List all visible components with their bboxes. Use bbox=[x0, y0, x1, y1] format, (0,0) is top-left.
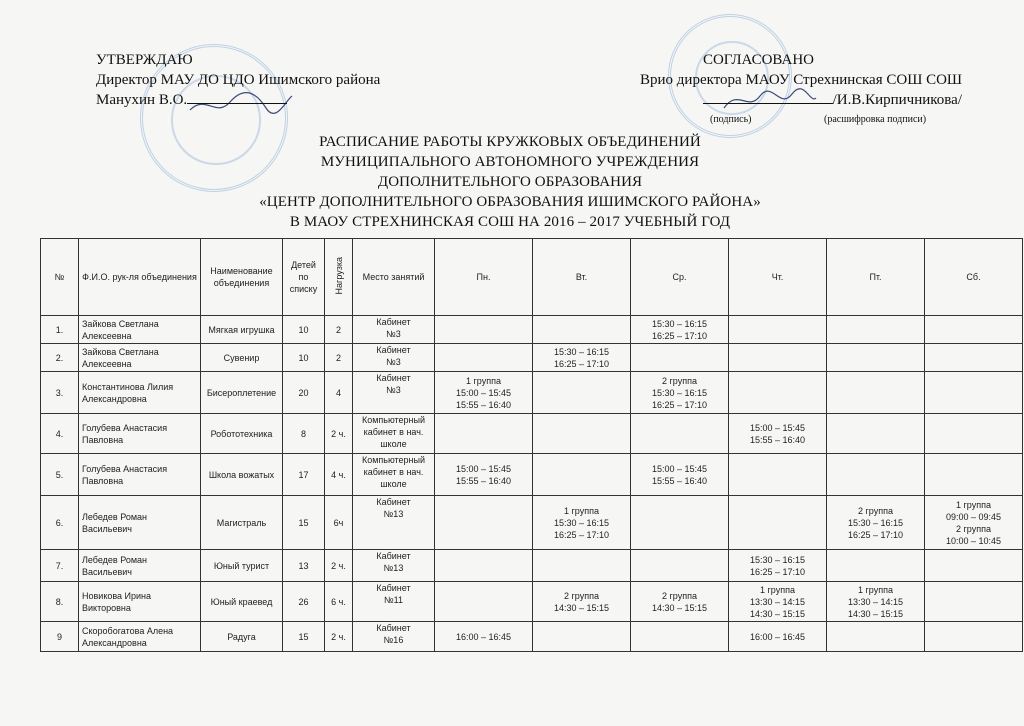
col-load bbox=[325, 239, 353, 316]
cell-line: 13:30 – 14:15 bbox=[749, 596, 806, 607]
table-row bbox=[41, 316, 1023, 344]
cell-line: 16:25 – 17:10 bbox=[553, 358, 610, 369]
title-line-4: «ЦЕНТР ДОПОЛНИТЕЛЬНОГО ОБРАЗОВАНИЯ ИШИМСКОГО РАЙОНА» bbox=[259, 194, 761, 210]
cell-tue bbox=[533, 316, 631, 344]
cell-children: 13 bbox=[283, 550, 325, 582]
agreement-block bbox=[640, 50, 962, 110]
cell-place bbox=[353, 454, 435, 496]
cell-fri bbox=[827, 550, 925, 582]
cell-leader: Голубева Анастасия Павловна bbox=[79, 414, 201, 454]
caption-signature: (подпись) bbox=[710, 114, 752, 125]
table-row bbox=[41, 414, 1023, 454]
cell-num: 2. bbox=[41, 344, 79, 372]
cell-tue bbox=[533, 372, 631, 414]
cell-sat bbox=[925, 372, 1023, 414]
cell-line: 15:30 – 16:15 bbox=[651, 387, 708, 398]
cell-tue bbox=[533, 582, 631, 622]
col-leader: Ф.И.О. рук-ля объединения bbox=[79, 239, 201, 316]
cell-num: 9 bbox=[41, 622, 79, 652]
table-row bbox=[41, 550, 1023, 582]
cell-mon bbox=[435, 414, 533, 454]
document-title bbox=[200, 132, 820, 232]
cell-wed bbox=[631, 622, 729, 652]
cell-sat bbox=[925, 344, 1023, 372]
cell-num: 8. bbox=[41, 582, 79, 622]
cell-line: 2 группа bbox=[662, 375, 697, 386]
col-num: № bbox=[41, 239, 79, 316]
cell-line: кабинет в нач. bbox=[363, 427, 424, 437]
cell-line: школе bbox=[380, 439, 407, 449]
cell-tue bbox=[533, 454, 631, 496]
cell-line: 15:30 – 16:15 bbox=[847, 517, 904, 528]
cell-load: 2 bbox=[325, 344, 353, 372]
cell-children: 10 bbox=[283, 344, 325, 372]
cell-line: школе bbox=[380, 479, 407, 489]
title-line-5: В МАОУ СТРЕХНИНСКАЯ СОШ НА 2016 – 2017 УЧЕБНЫЙ ГОД bbox=[289, 214, 731, 230]
cell-mon bbox=[435, 622, 533, 652]
cell-line: 14:30 – 15:15 bbox=[651, 602, 708, 613]
cell-thu bbox=[729, 550, 827, 582]
table-row bbox=[41, 344, 1023, 372]
title-line-3: ДОПОЛНИТЕЛЬНОГО ОБРАЗОВАНИЯ bbox=[377, 174, 643, 190]
cell-load: 2 ч. bbox=[325, 414, 353, 454]
cell-tue bbox=[533, 414, 631, 454]
cell-mon bbox=[435, 344, 533, 372]
cell-line: Компьютерный bbox=[361, 415, 426, 425]
agree-signature-line bbox=[640, 90, 962, 110]
cell-thu bbox=[729, 496, 827, 550]
cell-leader: Голубева Анастасия Павловна bbox=[79, 454, 201, 496]
col-tue: Вт. bbox=[533, 239, 631, 316]
cell-leader: Новикова Ирина Викторовна bbox=[79, 582, 201, 622]
cell-sat bbox=[925, 582, 1023, 622]
approve-name: Манухин В.О. bbox=[96, 92, 188, 108]
cell-place bbox=[353, 622, 435, 652]
cell-line: 15:55 – 16:40 bbox=[455, 475, 512, 486]
cell-line: 16:25 – 17:10 bbox=[651, 399, 708, 410]
caption-decoding: (расшифровка подписи) bbox=[824, 114, 927, 125]
cell-name: Магистраль bbox=[201, 496, 283, 550]
cell-mon bbox=[435, 550, 533, 582]
cell-fri bbox=[827, 316, 925, 344]
cell-line: 13:30 – 14:15 bbox=[847, 596, 904, 607]
agree-heading: СОГЛАСОВАНО bbox=[702, 52, 814, 68]
cell-line: 15:30 – 16:15 bbox=[651, 318, 708, 329]
cell-name: Радуга bbox=[201, 622, 283, 652]
cell-line: кабинет в нач. bbox=[363, 467, 424, 477]
cell-line: №3 bbox=[386, 357, 401, 367]
cell-fri bbox=[827, 372, 925, 414]
cell-leader: Лебедев Роман Васильевич bbox=[79, 550, 201, 582]
cell-fri bbox=[827, 496, 925, 550]
cell-line: 1 группа bbox=[956, 499, 991, 510]
cell-line: Компьютерный bbox=[361, 455, 426, 465]
cell-mon bbox=[435, 496, 533, 550]
col-children: Детей по списку bbox=[283, 239, 325, 316]
cell-line: №16 bbox=[383, 635, 404, 645]
col-thu: Чт. bbox=[729, 239, 827, 316]
cell-num: 3. bbox=[41, 372, 79, 414]
approval-block bbox=[96, 50, 380, 110]
table-row bbox=[41, 622, 1023, 652]
approve-position: Директор МАУ ДО ЦДО Ишимского района bbox=[96, 72, 381, 88]
cell-line: 16:25 – 17:10 bbox=[847, 529, 904, 540]
cell-fri bbox=[827, 454, 925, 496]
cell-name: Мягкая игрушка bbox=[201, 316, 283, 344]
cell-line: 1 группа bbox=[760, 584, 795, 595]
approve-heading: УТВЕРЖДАЮ bbox=[96, 52, 193, 68]
cell-thu bbox=[729, 622, 827, 652]
cell-thu bbox=[729, 344, 827, 372]
cell-tue bbox=[533, 550, 631, 582]
col-fri: Пт. bbox=[827, 239, 925, 316]
agree-position: Врио директора МАОУ Стрехнинская СОШ СОШ bbox=[640, 72, 963, 88]
cell-load: 6 ч. bbox=[325, 582, 353, 622]
cell-wed bbox=[631, 550, 729, 582]
cell-thu bbox=[729, 372, 827, 414]
cell-line: №13 bbox=[383, 509, 404, 519]
cell-children: 15 bbox=[283, 622, 325, 652]
table-header-row bbox=[41, 239, 1023, 316]
approve-signature-line bbox=[96, 90, 380, 110]
cell-num: 1. bbox=[41, 316, 79, 344]
cell-name: Бисероплетение bbox=[201, 372, 283, 414]
cell-sat bbox=[925, 622, 1023, 652]
cell-mon bbox=[435, 582, 533, 622]
cell-sat bbox=[925, 316, 1023, 344]
cell-name: Юный краевед bbox=[201, 582, 283, 622]
cell-sat bbox=[925, 454, 1023, 496]
col-wed: Ср. bbox=[631, 239, 729, 316]
cell-place bbox=[353, 496, 435, 550]
cell-leader: Лебедев Роман Васильевич bbox=[79, 496, 201, 550]
title-line-2: МУНИЦИПАЛЬНОГО АВТОНОМНОГО УЧРЕЖДЕНИЯ bbox=[320, 154, 700, 170]
cell-children: 15 bbox=[283, 496, 325, 550]
cell-thu bbox=[729, 454, 827, 496]
cell-line: 16:25 – 17:10 bbox=[651, 330, 708, 341]
cell-sat bbox=[925, 550, 1023, 582]
cell-name: Школа вожатых bbox=[201, 454, 283, 496]
cell-name: Юный турист bbox=[201, 550, 283, 582]
cell-line: 14:30 – 15:15 bbox=[553, 602, 610, 613]
cell-line: 09:00 – 09:45 bbox=[945, 511, 1002, 522]
cell-line: 2 группа bbox=[858, 505, 893, 516]
cell-sat bbox=[925, 496, 1023, 550]
cell-children: 17 bbox=[283, 454, 325, 496]
cell-line: Кабинет bbox=[376, 373, 411, 383]
cell-wed bbox=[631, 496, 729, 550]
cell-sat bbox=[925, 414, 1023, 454]
cell-line: 16:25 – 17:10 bbox=[749, 566, 806, 577]
cell-line: 2 группа bbox=[564, 590, 599, 601]
cell-leader: Зайкова Светлана Алексеевна bbox=[79, 316, 201, 344]
cell-leader: Константинова Лилия Александровна bbox=[79, 372, 201, 414]
cell-wed bbox=[631, 344, 729, 372]
cell-line: Кабинет bbox=[376, 317, 411, 327]
table-row bbox=[41, 454, 1023, 496]
col-name: Наименование объединения bbox=[201, 239, 283, 316]
cell-wed bbox=[631, 582, 729, 622]
cell-place bbox=[353, 550, 435, 582]
table-row bbox=[41, 582, 1023, 622]
cell-line: 15:00 – 15:45 bbox=[749, 422, 806, 433]
cell-line: 10:00 – 10:45 bbox=[945, 535, 1002, 546]
cell-place bbox=[353, 316, 435, 344]
cell-tue bbox=[533, 622, 631, 652]
cell-fri bbox=[827, 414, 925, 454]
cell-thu bbox=[729, 414, 827, 454]
col-mon: Пн. bbox=[435, 239, 533, 316]
cell-name: Сувенир bbox=[201, 344, 283, 372]
cell-thu bbox=[729, 582, 827, 622]
cell-line: №3 bbox=[386, 385, 401, 395]
cell-line: Кабинет bbox=[376, 345, 411, 355]
cell-wed bbox=[631, 414, 729, 454]
cell-leader: Зайкова Светлана Алексеевна bbox=[79, 344, 201, 372]
cell-wed bbox=[631, 454, 729, 496]
cell-mon bbox=[435, 372, 533, 414]
cell-name: Робототехника bbox=[201, 414, 283, 454]
cell-load: 2 ч. bbox=[325, 622, 353, 652]
cell-children: 10 bbox=[283, 316, 325, 344]
col-load-label: Нагрузка bbox=[333, 256, 344, 295]
cell-thu bbox=[729, 316, 827, 344]
cell-children: 8 bbox=[283, 414, 325, 454]
cell-place bbox=[353, 344, 435, 372]
cell-line: 16:00 – 16:45 bbox=[749, 631, 806, 642]
cell-line: 15:55 – 16:40 bbox=[651, 475, 708, 486]
cell-tue bbox=[533, 496, 631, 550]
cell-wed bbox=[631, 316, 729, 344]
cell-tue bbox=[533, 344, 631, 372]
cell-num: 4. bbox=[41, 414, 79, 454]
agree-name: /И.В.Кирпичникова/ bbox=[832, 92, 962, 108]
table-row bbox=[41, 372, 1023, 414]
cell-line: 15:30 – 16:15 bbox=[553, 517, 610, 528]
cell-line: 15:30 – 16:15 bbox=[553, 346, 610, 357]
cell-load: 6ч bbox=[325, 496, 353, 550]
cell-fri bbox=[827, 622, 925, 652]
cell-line: №13 bbox=[383, 563, 404, 573]
cell-fri bbox=[827, 582, 925, 622]
cell-children: 26 bbox=[283, 582, 325, 622]
cell-leader: Скоробогатова Алена Александровна bbox=[79, 622, 201, 652]
cell-load: 2 ч. bbox=[325, 550, 353, 582]
cell-children: 20 bbox=[283, 372, 325, 414]
cell-line: 15:55 – 16:40 bbox=[455, 399, 512, 410]
cell-load: 2 bbox=[325, 316, 353, 344]
cell-line: 2 группа bbox=[956, 523, 991, 534]
cell-num: 6. bbox=[41, 496, 79, 550]
cell-mon bbox=[435, 316, 533, 344]
cell-line: 15:00 – 15:45 bbox=[455, 387, 512, 398]
cell-line: 1 группа bbox=[858, 584, 893, 595]
cell-line: 15:00 – 15:45 bbox=[651, 463, 708, 474]
col-place: Место занятий bbox=[353, 239, 435, 316]
cell-line: Кабинет bbox=[376, 623, 411, 633]
cell-line: 14:30 – 15:15 bbox=[749, 608, 806, 619]
cell-place bbox=[353, 372, 435, 414]
table-row bbox=[41, 496, 1023, 550]
cell-line: 16:25 – 17:10 bbox=[553, 529, 610, 540]
cell-line: Кабинет bbox=[376, 551, 411, 561]
cell-load: 4 bbox=[325, 372, 353, 414]
cell-line: 15:55 – 16:40 bbox=[749, 434, 806, 445]
cell-num: 7. bbox=[41, 550, 79, 582]
cell-place bbox=[353, 414, 435, 454]
cell-line: 16:00 – 16:45 bbox=[455, 631, 512, 642]
title-line-1: РАСПИСАНИЕ РАБОТЫ КРУЖКОВЫХ ОБЪЕДИНЕНИЙ bbox=[319, 134, 701, 150]
cell-line: 2 группа bbox=[662, 590, 697, 601]
cell-fri bbox=[827, 344, 925, 372]
cell-line: Кабинет bbox=[376, 583, 411, 593]
cell-line: 15:00 – 15:45 bbox=[455, 463, 512, 474]
cell-num: 5. bbox=[41, 454, 79, 496]
cell-line: 14:30 – 15:15 bbox=[847, 608, 904, 619]
cell-line: Кабинет bbox=[376, 497, 411, 507]
cell-wed bbox=[631, 372, 729, 414]
cell-line: №3 bbox=[386, 329, 401, 339]
cell-load: 4 ч. bbox=[325, 454, 353, 496]
cell-line: 1 группа bbox=[564, 505, 599, 516]
signature-captions bbox=[700, 114, 926, 125]
cell-line: №11 bbox=[384, 595, 403, 605]
cell-mon bbox=[435, 454, 533, 496]
col-sat: Сб. bbox=[925, 239, 1023, 316]
schedule-table bbox=[40, 238, 1023, 652]
cell-line: 1 группа bbox=[466, 375, 501, 386]
cell-place bbox=[353, 582, 435, 622]
cell-line: 15:30 – 16:15 bbox=[749, 554, 806, 565]
